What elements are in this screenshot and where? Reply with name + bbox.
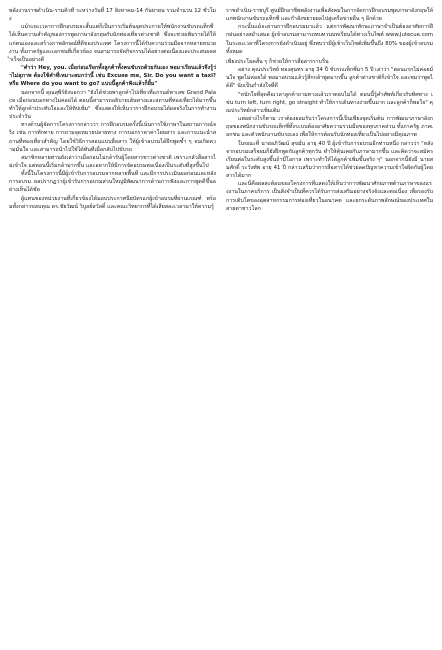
paragraph: "หนักใจที่สุดคือเวลาลูกค้าถามทางแล้วเราตอบไม่ได้ ตอนนี้รู้คำศัพท์เกี่ยวกับทิศทาง เช่น turn left, turn right, go straight ทำให้การเดินทางง่ายขึ้นมาก และลูกค้าก็พอใจ" คุณประวิทย์กล่าวเพิ่มเติม (226, 91, 433, 114)
paragraph: กระนั้นแม้จะผ่านการฝึกอบรมมาแล้ว แต่การพัฒนาทักษะภาษาจำเป็นต้องอาศัยการฝึกฝนอย่างสม่ำเสมอ ผู้เข้าอบรมสามารถทบทวนบทเรียนได้ทางเว็บไซต์ www.Jutecue.com ในระยะเวลาที่โครงการยังดำเนินอยู่ ซึ่งพบว่ามีผู้เข้าเว็บไซต์เพิ่มขึ้นถึง 80% ของผู้เข้าอบรมทั้งหมด (226, 24, 433, 55)
paragraph: และนี่คือผลสะท้อนของโครงการที่แสดงให้เห็นว่าการพัฒนาศักยภาพด้านภาษาของแรงงานในภาคบริการ เป็นสิ่งจำเป็นที่ควรได้รับการส่งเสริมอย่างจริงจังและต่อเนื่อง เพื่อรองรับการเติบโตของอุตสาหกรรมการท่องเที่ยวในอนาคต และยกระดับภาพลักษณ์ของประเทศในสายตาชาวโลก (226, 181, 433, 212)
paragraph: แม้ระยะเวลาการฝึกอบรมจะสั้นแต่ก็เป็นการเริ่มต้นจุดประกายให้พนักงานขับรถแท็กซี่ได้เห็นความสำคัญของการพูดภาษาอังกฤษกับนักท่องเที่ยวต่างชาติ ซึ่งจะช่วยเพิ่มรายได้ให้แก่ตนเองและสร้างภาพลักษณ์ที่ดีของประเทศ โครงการนี้ได้รับความร่วมมือจากหลายหน่วยงาน ทั้งภาครัฐและเอกชนที่เกี่ยวข้อง จนสามารถจัดกิจกรรมได้อย่างต่อเนื่องและประสบผลสำเร็จเป็นอย่างดี (9, 24, 216, 63)
paragraph: ราชดำเนิน-ราชบูรี ศูนย์ฝึกอาชีพพลังงานเพื่อสังคมในการจัดการฝึกอบรมพูดภาษาอังกฤษให้แก่พนักงานขับรถแท็กซี่ และกำลังขยายผลไปสู่เครือข่ายอื่น ๆ อีกด้วย (226, 8, 434, 23)
paragraph: เพียงประโยคสั้น ๆ ก็ช่วยให้การสื่อสารราบรื่น (226, 58, 329, 65)
paragraph: อย่าง คุณประวิทย์ ทองสุนทร อายุ 34 ปี ขับรถแท็กซี่มา 5 ปี เล่าว่า "ตอนแรกไม่ค่อยมั่นใจ พูดไม่ค่อยได้ พอมาอบรมแล้วรู้สึกกล้าพูดมากขึ้น ลูกค้าต่างชาติก็เข้าใจ และชมว่าพูดได้ดี" นับเป็นกำลังใจที่ดี (226, 67, 433, 90)
left-column (9, 7, 216, 644)
paragraph: ทางด้านผู้จัดการโครงการกล่าวว่า การฝึกอบรมครั้งนี้เน้นการใช้ภาษาในสถานการณ์จริง เช่น การทักทาย การถามจุดหมายปลายทาง การบอกราคาค่าโดยสาร และการแนะนำสถานที่ท่องเที่ยวสำคัญ โดยใช้วิธีการสอนแบบสื่อสาร ให้ผู้เข้าอบรมได้ฝึกพูดซ้ำ ๆ จนเกิดความมั่นใจ และสามารถนำไปใช้ได้ทันทีเมื่อกลับไปขับรถ (9, 122, 216, 153)
paragraph: ทั้งนี้ในโครงการนี้มีผู้เข้ารับการอบรมจากหลายพื้นที่ และมีการประเมินผลก่อนและหลังการอบรม ผลปรากฏว่าผู้เข้ารับการอบรมส่วนใหญ่มีพัฒนาการด้านการฟังและการพูดดีขึ้นอย่างเห็นได้ชัด (9, 171, 216, 194)
paragraph: สมาชิกหลายท่านยังเล่าว่าเมื่อก่อนไม่กล้ารับผู้โดยสารชาวต่างชาติ เพราะกลัวสื่อสารไม่เข้าใจ แต่ตอนนี้เริ่มกล้ามากขึ้น และอยากให้มีการจัดอบรมต่อเนื่องเป็นระดับที่สูงขึ้นไป (9, 154, 216, 169)
paragraph: นอกจากนี้ คุณสุพีร์ยังบอกว่า "ยังได้ช่วยพาลูกค้าไปเที่ยวที่แกรนด์พาเลซ Grand Palace เมื่อก่อนบอกทางไม่ค่อยได้ ตอนนี้สามารถอธิบายเส้นทางและสถานที่ท่องเที่ยวได้มากขึ้น ทำให้ลูกค้าประทับใจและให้ทิปเพิ่ม" ซึ่งแสดงให้เห็นว่าการฝึกอบรมได้ผลจริงในการทำงานประจำวัน (9, 89, 216, 121)
paragraph: ผู้แทนของหน่วยงานที่เกี่ยวข้องได้มอบประกาศนียบัตรแก่ผู้เข้าอบรมที่ผ่านเกณฑ์ พร้อมทั้งกล่าวขอบคุณ ดร.ชัยวัฒน์ วิบูลย์สวัสดิ์ และคณะวิทยากรที่ได้เสียสละเวลามาให้ความรู้ (9, 195, 216, 210)
paragraph: "คำว่า Hey, you. เมื่อก่อนเรียกทั้งลูกค้าทั้งคนขับรถด้วยกันเอง พอมาเรียนแล้วจึงรู้ว่าไม่สุภาพ ต้องใช้คำที่เหมาะสมกว่านี้ เช่น Excuse me, Sir. Do you want a taxi? หรือ Where do you want to go? แบบนี้ลูกค้าฟังแล้วก็ยิ้ม" (9, 65, 216, 88)
paragraph: แต่อย่างไรก็ตาม เราต้องยอมรับว่าโครงการนี้เป็นเพียงจุดเริ่มต้น การพัฒนาภาษาอังกฤษของพนักงานขับรถแท็กซี่ทั้งระบบต้องอาศัยความร่วมมือของทุกภาคส่วน ทั้งภาครัฐ ภาคเอกชน และตัวพนักงานขับรถเอง เพื่อให้การต้อนรับนักท่องเที่ยวเป็นไปอย่างมีคุณภาพ (226, 116, 433, 139)
paragraph: ในขณะที่ นายอภิวัฒน์ สุขมั่น อายุ 40 ปี ผู้เข้ารับการอบรมอีกท่านหนึ่ง กล่าวว่า "หลังจากอบรมเสร็จผมก็ยังฝึกพูดกับลูกค้าทุกวัน ทำให้คุ้นเคยกับภาษามากขึ้น และคิดว่าจะสมัครเรียนต่อในระดับสูงขึ้นถ้ามีโอกาส เพราะทำให้ได้ลูกค้าเพิ่มขึ้นจริง ๆ" นอกจากนี้ยังมี นายสมศักดิ์ ระวังทัพ อายุ 41 ปี กล่าวเสริมว่าการสื่อสารได้ช่วยลดปัญหาความเข้าใจผิดกับผู้โดยสารได้มาก (226, 140, 433, 180)
right-column (226, 7, 433, 644)
paragraph: พลังงานราชดำเนิน-รามคิวที ระหว่างวันที่ 17 สิงหาคม-14 กันยายน รวมจำนวน 12 ชั่วโมง (9, 8, 216, 23)
